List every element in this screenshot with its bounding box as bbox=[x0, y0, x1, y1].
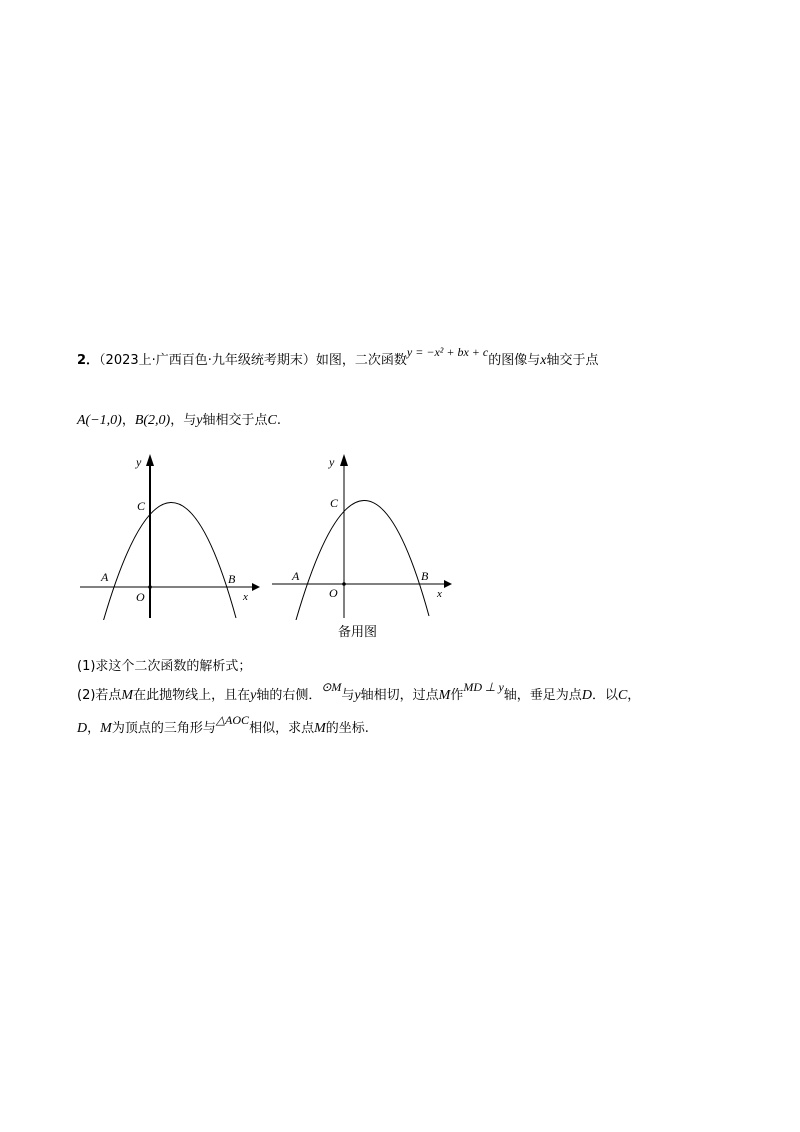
y-axis-arrow bbox=[340, 454, 348, 466]
label-y: y bbox=[136, 455, 142, 469]
figure-main bbox=[70, 450, 270, 620]
q2-text-i: ， bbox=[627, 688, 641, 703]
problem-line-2 bbox=[77, 409, 281, 429]
question-1: (1)求这个二次函数的解析式； bbox=[77, 659, 252, 674]
q2-text-l: 相似，求点 bbox=[249, 721, 315, 736]
problem-number: 2． bbox=[77, 353, 100, 368]
var-m: M bbox=[100, 721, 112, 736]
question-2-line-2 bbox=[77, 713, 369, 737]
label-o: O bbox=[329, 586, 338, 600]
var-d: D bbox=[77, 721, 88, 736]
md-perp-y: MD ⊥ y bbox=[463, 680, 504, 694]
origin-dot bbox=[342, 582, 346, 586]
point-b-coord: B(2,0) bbox=[134, 413, 171, 428]
x-axis-arrow bbox=[252, 583, 260, 591]
q2-text-g: 轴，垂足为点 bbox=[503, 688, 582, 703]
point-a-coord: A(−1,0) bbox=[77, 413, 122, 428]
parabola-curve bbox=[296, 500, 429, 620]
triangle-aoc: △AOC bbox=[215, 713, 250, 727]
label-a: A bbox=[292, 569, 300, 583]
intro-text-4: ，与 bbox=[170, 413, 197, 428]
point-c-label: C bbox=[267, 413, 277, 428]
label-c: C bbox=[137, 499, 146, 513]
q2-text-f: 作 bbox=[450, 688, 464, 703]
q2-text-a: (2)若点 bbox=[77, 688, 122, 703]
y-variable: y bbox=[196, 413, 203, 428]
problem-source: （2023上·广西百色·九年级统考期末） bbox=[99, 353, 316, 368]
intro-text-1: 如图，二次函数 bbox=[315, 353, 407, 368]
label-a: A bbox=[101, 570, 109, 584]
var-y: y bbox=[250, 688, 257, 703]
parabola-curve bbox=[103, 502, 236, 620]
q2-text-b: 在此抛物线上，且在 bbox=[133, 688, 251, 703]
intro-text-3: 轴交于点 bbox=[546, 353, 599, 368]
var-y: y bbox=[354, 688, 361, 703]
q2-text-j: ， bbox=[87, 721, 101, 736]
label-x: x bbox=[243, 591, 248, 603]
label-o: O bbox=[136, 590, 145, 604]
backup-figure-caption: 备用图 bbox=[338, 625, 378, 640]
figure-backup bbox=[262, 450, 462, 620]
circle-m: ⊙M bbox=[321, 680, 342, 694]
var-m: M bbox=[438, 688, 451, 703]
q2-text-e: 轴相切，过点 bbox=[360, 688, 439, 703]
problem-line-1 bbox=[77, 345, 599, 369]
q2-text-d: 与 bbox=[341, 688, 355, 703]
intro-text-5: 轴相交于点 bbox=[202, 413, 268, 428]
y-axis-arrow bbox=[146, 454, 154, 466]
intro-text-2: 的图像与 bbox=[488, 353, 541, 368]
q2-text-h: ．以 bbox=[591, 688, 618, 703]
comma: ， bbox=[121, 413, 135, 428]
question-2-line-1 bbox=[77, 680, 641, 704]
period: . bbox=[276, 413, 281, 428]
label-y: y bbox=[329, 455, 335, 469]
x-variable: x bbox=[540, 353, 547, 368]
q2-text-c: 轴的右侧． bbox=[256, 688, 322, 703]
label-b: B bbox=[421, 569, 429, 583]
q2-text-k: 为顶点的三角形与 bbox=[111, 721, 216, 736]
var-m: M bbox=[314, 721, 326, 736]
label-b: B bbox=[228, 572, 236, 586]
x-axis-arrow bbox=[444, 580, 452, 588]
label-c: C bbox=[330, 496, 339, 510]
var-c: C bbox=[617, 688, 628, 703]
q2-text-m: 的坐标. bbox=[325, 721, 369, 736]
label-x: x bbox=[437, 588, 442, 600]
var-d: D bbox=[581, 688, 592, 703]
origin-dot bbox=[148, 585, 152, 589]
var-m: M bbox=[121, 688, 134, 703]
equation: y = −x² + bx + c bbox=[406, 345, 489, 359]
